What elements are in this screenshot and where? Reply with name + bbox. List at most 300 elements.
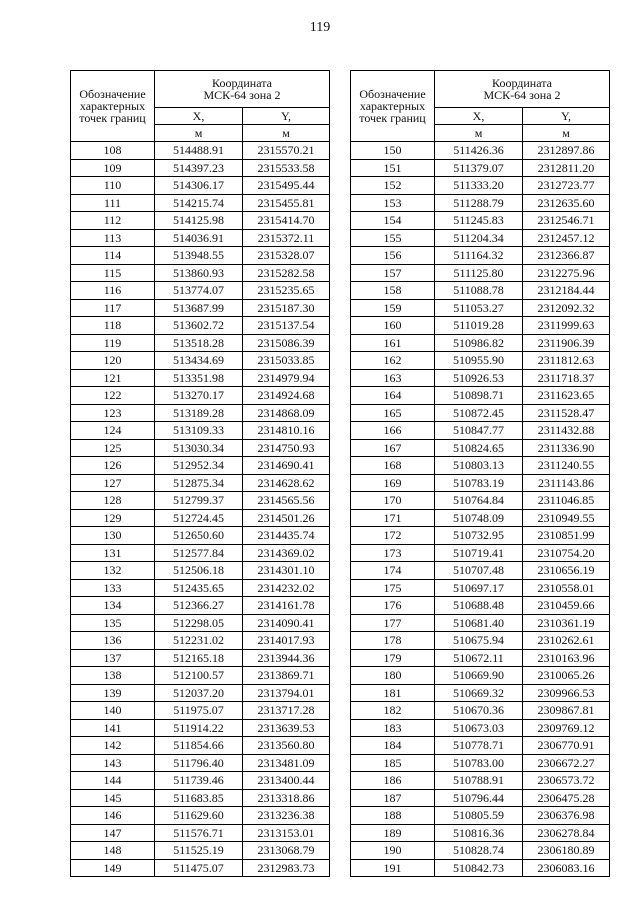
y-coordinate-cell: 2315235.65 bbox=[243, 282, 330, 300]
table-row bbox=[351, 387, 610, 405]
table-row bbox=[351, 282, 610, 300]
y-coordinate-cell: 2315282.58 bbox=[243, 264, 330, 282]
table-row bbox=[351, 649, 610, 667]
x-coordinate-cell: 511739.46 bbox=[155, 772, 243, 790]
x-coordinate-cell: 512100.57 bbox=[155, 667, 243, 685]
x-coordinate-cell: 510872.45 bbox=[435, 404, 523, 422]
y-coordinate-cell: 2306770.91 bbox=[523, 737, 610, 755]
y-coordinate-cell: 2313236.38 bbox=[243, 807, 330, 825]
point-designation-header: Обозначение характерных точек границ bbox=[71, 71, 155, 142]
y-coordinate-cell: 2314301.10 bbox=[243, 562, 330, 580]
table-row bbox=[71, 212, 330, 230]
point-number-cell: 135 bbox=[71, 614, 155, 632]
y-coordinate-cell: 2313639.53 bbox=[243, 719, 330, 737]
y-coordinate-cell: 2312811.20 bbox=[523, 159, 610, 177]
y-coordinate-cell: 2310262.61 bbox=[523, 632, 610, 650]
table-row bbox=[71, 387, 330, 405]
x-coordinate-cell: 512165.18 bbox=[155, 649, 243, 667]
point-number-cell: 142 bbox=[71, 737, 155, 755]
point-number-cell: 151 bbox=[351, 159, 435, 177]
point-number-cell: 169 bbox=[351, 474, 435, 492]
x-coordinate-cell: 512952.34 bbox=[155, 457, 243, 475]
table-row bbox=[351, 317, 610, 335]
table-row bbox=[71, 457, 330, 475]
y-coordinate-cell: 2310558.01 bbox=[523, 579, 610, 597]
y-coordinate-cell: 2312983.73 bbox=[243, 859, 330, 877]
x-coordinate-cell: 510796.44 bbox=[435, 789, 523, 807]
y-coordinate-cell: 2312546.71 bbox=[523, 212, 610, 230]
point-number-cell: 170 bbox=[351, 492, 435, 510]
point-number-cell: 121 bbox=[71, 369, 155, 387]
y-coordinate-cell: 2306573.72 bbox=[523, 772, 610, 790]
point-number-cell: 117 bbox=[71, 299, 155, 317]
point-number-cell: 153 bbox=[351, 194, 435, 212]
table-row bbox=[351, 544, 610, 562]
y-coordinate-cell: 2309769.12 bbox=[523, 719, 610, 737]
y-coordinate-cell: 2310361.19 bbox=[523, 614, 610, 632]
x-coordinate-cell: 510805.59 bbox=[435, 807, 523, 825]
table-row bbox=[351, 492, 610, 510]
point-number-cell: 146 bbox=[71, 807, 155, 825]
point-number-cell: 154 bbox=[351, 212, 435, 230]
table-row bbox=[351, 579, 610, 597]
point-number-cell: 143 bbox=[71, 754, 155, 772]
table-row bbox=[71, 702, 330, 720]
y-coordinate-cell: 2314017.93 bbox=[243, 632, 330, 650]
x-coordinate-cell: 510669.90 bbox=[435, 667, 523, 685]
x-coordinate-cell: 511914.22 bbox=[155, 719, 243, 737]
x-header: X, bbox=[435, 108, 523, 125]
y-coordinate-cell: 2310163.96 bbox=[523, 649, 610, 667]
point-number-cell: 187 bbox=[351, 789, 435, 807]
point-number-cell: 133 bbox=[71, 579, 155, 597]
x-coordinate-cell: 510828.74 bbox=[435, 842, 523, 860]
table-row bbox=[71, 632, 330, 650]
point-number-cell: 144 bbox=[71, 772, 155, 790]
y-coordinate-cell: 2314090.41 bbox=[243, 614, 330, 632]
y-coordinate-cell: 2311240.55 bbox=[523, 457, 610, 475]
coordinate-label: Координата bbox=[212, 76, 272, 90]
table-row bbox=[351, 352, 610, 370]
x-coordinate-cell: 514306.17 bbox=[155, 177, 243, 195]
point-number-cell: 127 bbox=[71, 474, 155, 492]
y-coordinate-cell: 2313944.36 bbox=[243, 649, 330, 667]
point-number-cell: 172 bbox=[351, 527, 435, 545]
point-number-cell: 123 bbox=[71, 404, 155, 422]
x-coordinate-cell: 510955.90 bbox=[435, 352, 523, 370]
x-coordinate-cell: 513030.34 bbox=[155, 439, 243, 457]
x-coordinate-cell: 511683.85 bbox=[155, 789, 243, 807]
table-row bbox=[71, 317, 330, 335]
table-row bbox=[71, 614, 330, 632]
x-coordinate-cell: 510824.65 bbox=[435, 439, 523, 457]
table-row bbox=[71, 754, 330, 772]
table-row bbox=[71, 597, 330, 615]
y-coordinate-cell: 2315455.81 bbox=[243, 194, 330, 212]
point-number-cell: 147 bbox=[71, 824, 155, 842]
x-coordinate-cell: 510788.91 bbox=[435, 772, 523, 790]
table-row bbox=[351, 859, 610, 877]
x-coordinate-cell: 514488.91 bbox=[155, 142, 243, 160]
table-row bbox=[351, 527, 610, 545]
table-row bbox=[71, 527, 330, 545]
table-row bbox=[71, 684, 330, 702]
x-coordinate-cell: 511426.36 bbox=[435, 142, 523, 160]
point-number-cell: 163 bbox=[351, 369, 435, 387]
table-row bbox=[71, 142, 330, 160]
point-number-cell: 140 bbox=[71, 702, 155, 720]
y-coordinate-cell: 2313560.80 bbox=[243, 737, 330, 755]
x-coordinate-cell: 511333.20 bbox=[435, 177, 523, 195]
x-coordinate-cell: 511525.19 bbox=[155, 842, 243, 860]
y-coordinate-cell: 2315086.39 bbox=[243, 334, 330, 352]
table-row bbox=[351, 702, 610, 720]
coordinate-system-label: МСК-64 зона 2 bbox=[483, 88, 561, 102]
x-coordinate-cell: 510719.41 bbox=[435, 544, 523, 562]
y-coordinate-cell: 2311718.37 bbox=[523, 369, 610, 387]
point-number-cell: 126 bbox=[71, 457, 155, 475]
y-coordinate-cell: 2311812.63 bbox=[523, 352, 610, 370]
y-coordinate-cell: 2311528.47 bbox=[523, 404, 610, 422]
point-number-cell: 161 bbox=[351, 334, 435, 352]
point-number-cell: 131 bbox=[71, 544, 155, 562]
y-coordinate-cell: 2312635.60 bbox=[523, 194, 610, 212]
coordinates-table-right bbox=[350, 70, 610, 877]
x-coordinate-cell: 510707.48 bbox=[435, 562, 523, 580]
table-row bbox=[71, 334, 330, 352]
point-number-cell: 159 bbox=[351, 299, 435, 317]
y-coordinate-cell: 2315328.07 bbox=[243, 247, 330, 265]
y-coordinate-cell: 2315570.21 bbox=[243, 142, 330, 160]
point-number-cell: 180 bbox=[351, 667, 435, 685]
point-number-cell: 112 bbox=[71, 212, 155, 230]
y-header: Y, bbox=[243, 108, 330, 125]
x-coordinate-cell: 512435.65 bbox=[155, 579, 243, 597]
x-coordinate-cell: 510842.73 bbox=[435, 859, 523, 877]
x-coordinate-cell: 511854.66 bbox=[155, 737, 243, 755]
y-coordinate-cell: 2309867.81 bbox=[523, 702, 610, 720]
x-coordinate-cell: 511245.83 bbox=[435, 212, 523, 230]
y-unit-header: м bbox=[523, 125, 610, 142]
y-coordinate-cell: 2315033.85 bbox=[243, 352, 330, 370]
table-row bbox=[71, 544, 330, 562]
y-coordinate-cell: 2314369.02 bbox=[243, 544, 330, 562]
table-row bbox=[351, 177, 610, 195]
coordinate-header bbox=[155, 71, 330, 108]
point-number-cell: 168 bbox=[351, 457, 435, 475]
point-number-cell: 139 bbox=[71, 684, 155, 702]
point-number-cell: 148 bbox=[71, 842, 155, 860]
point-number-cell: 186 bbox=[351, 772, 435, 790]
point-number-cell: 166 bbox=[351, 422, 435, 440]
y-coordinate-cell: 2309966.53 bbox=[523, 684, 610, 702]
table-row bbox=[351, 439, 610, 457]
x-coordinate-cell: 511088.78 bbox=[435, 282, 523, 300]
point-number-cell: 141 bbox=[71, 719, 155, 737]
table-row bbox=[351, 404, 610, 422]
y-coordinate-cell: 2313068.79 bbox=[243, 842, 330, 860]
point-number-cell: 132 bbox=[71, 562, 155, 580]
point-number-cell: 160 bbox=[351, 317, 435, 335]
y-coordinate-cell: 2310459.66 bbox=[523, 597, 610, 615]
point-designation-header: Обозначение характерных точек границ bbox=[351, 71, 435, 142]
x-coordinate-cell: 513774.07 bbox=[155, 282, 243, 300]
x-coordinate-cell: 510675.94 bbox=[435, 632, 523, 650]
table-row bbox=[351, 299, 610, 317]
y-coordinate-cell: 2314628.62 bbox=[243, 474, 330, 492]
x-coordinate-cell: 510986.82 bbox=[435, 334, 523, 352]
y-coordinate-cell: 2314924.68 bbox=[243, 387, 330, 405]
table-row bbox=[71, 264, 330, 282]
point-number-cell: 118 bbox=[71, 317, 155, 335]
point-number-cell: 178 bbox=[351, 632, 435, 650]
table-row bbox=[351, 684, 610, 702]
x-coordinate-cell: 512037.20 bbox=[155, 684, 243, 702]
y-coordinate-cell: 2315495.44 bbox=[243, 177, 330, 195]
point-number-cell: 138 bbox=[71, 667, 155, 685]
x-coordinate-cell: 511379.07 bbox=[435, 159, 523, 177]
x-unit-header: м bbox=[435, 125, 523, 142]
table-row bbox=[71, 719, 330, 737]
table-row bbox=[351, 824, 610, 842]
point-number-cell: 181 bbox=[351, 684, 435, 702]
y-coordinate-cell: 2310065.26 bbox=[523, 667, 610, 685]
y-coordinate-cell: 2312457.12 bbox=[523, 229, 610, 247]
point-number-cell: 114 bbox=[71, 247, 155, 265]
y-coordinate-cell: 2312366.87 bbox=[523, 247, 610, 265]
table-row bbox=[351, 159, 610, 177]
point-number-cell: 129 bbox=[71, 509, 155, 527]
point-number-cell: 177 bbox=[351, 614, 435, 632]
y-coordinate-cell: 2313869.71 bbox=[243, 667, 330, 685]
x-coordinate-cell: 513687.99 bbox=[155, 299, 243, 317]
x-coordinate-cell: 514125.98 bbox=[155, 212, 243, 230]
x-coordinate-cell: 514036.91 bbox=[155, 229, 243, 247]
point-number-cell: 171 bbox=[351, 509, 435, 527]
y-coordinate-cell: 2310754.20 bbox=[523, 544, 610, 562]
point-number-cell: 190 bbox=[351, 842, 435, 860]
table-row bbox=[71, 194, 330, 212]
point-number-cell: 124 bbox=[71, 422, 155, 440]
table-row bbox=[351, 474, 610, 492]
point-number-cell: 191 bbox=[351, 859, 435, 877]
x-coordinate-cell: 511288.79 bbox=[435, 194, 523, 212]
x-coordinate-cell: 514215.74 bbox=[155, 194, 243, 212]
x-coordinate-cell: 510783.00 bbox=[435, 754, 523, 772]
y-coordinate-cell: 2315414.70 bbox=[243, 212, 330, 230]
point-number-cell: 188 bbox=[351, 807, 435, 825]
table-row bbox=[71, 352, 330, 370]
y-coordinate-cell: 2314690.41 bbox=[243, 457, 330, 475]
x-coordinate-cell: 511576.71 bbox=[155, 824, 243, 842]
point-number-cell: 157 bbox=[351, 264, 435, 282]
x-coordinate-cell: 510816.36 bbox=[435, 824, 523, 842]
y-coordinate-cell: 2306180.89 bbox=[523, 842, 610, 860]
table-row bbox=[71, 789, 330, 807]
point-number-cell: 108 bbox=[71, 142, 155, 160]
y-coordinate-cell: 2315137.54 bbox=[243, 317, 330, 335]
table-row bbox=[71, 404, 330, 422]
x-coordinate-cell: 511475.07 bbox=[155, 859, 243, 877]
x-coordinate-cell: 510732.95 bbox=[435, 527, 523, 545]
x-coordinate-cell: 512366.27 bbox=[155, 597, 243, 615]
table-body-right bbox=[351, 142, 610, 877]
point-number-cell: 183 bbox=[351, 719, 435, 737]
x-unit-header: м bbox=[155, 125, 243, 142]
x-coordinate-cell: 510847.77 bbox=[435, 422, 523, 440]
y-coordinate-cell: 2314501.26 bbox=[243, 509, 330, 527]
table-row bbox=[71, 649, 330, 667]
y-coordinate-cell: 2312092.32 bbox=[523, 299, 610, 317]
y-coordinate-cell: 2311143.86 bbox=[523, 474, 610, 492]
x-coordinate-cell: 510697.17 bbox=[435, 579, 523, 597]
x-coordinate-cell: 512875.34 bbox=[155, 474, 243, 492]
y-coordinate-cell: 2312275.96 bbox=[523, 264, 610, 282]
y-coordinate-cell: 2314868.09 bbox=[243, 404, 330, 422]
point-number-cell: 111 bbox=[71, 194, 155, 212]
x-header: X, bbox=[155, 108, 243, 125]
y-coordinate-cell: 2314810.16 bbox=[243, 422, 330, 440]
point-number-cell: 136 bbox=[71, 632, 155, 650]
table-row bbox=[351, 422, 610, 440]
point-number-cell: 162 bbox=[351, 352, 435, 370]
y-coordinate-cell: 2311623.65 bbox=[523, 387, 610, 405]
y-coordinate-cell: 2311336.90 bbox=[523, 439, 610, 457]
table-row bbox=[71, 492, 330, 510]
table-row bbox=[351, 667, 610, 685]
table-row bbox=[351, 264, 610, 282]
point-number-cell: 109 bbox=[71, 159, 155, 177]
y-coordinate-cell: 2313794.01 bbox=[243, 684, 330, 702]
point-number-cell: 189 bbox=[351, 824, 435, 842]
x-coordinate-cell: 513189.28 bbox=[155, 404, 243, 422]
x-coordinate-cell: 513270.17 bbox=[155, 387, 243, 405]
table-row bbox=[351, 754, 610, 772]
point-number-cell: 115 bbox=[71, 264, 155, 282]
point-number-cell: 165 bbox=[351, 404, 435, 422]
y-coordinate-cell: 2306083.16 bbox=[523, 859, 610, 877]
point-number-cell: 173 bbox=[351, 544, 435, 562]
y-coordinate-cell: 2314750.93 bbox=[243, 439, 330, 457]
y-coordinate-cell: 2310656.19 bbox=[523, 562, 610, 580]
table-row bbox=[351, 772, 610, 790]
table-row bbox=[351, 632, 610, 650]
table-row bbox=[71, 439, 330, 457]
x-coordinate-cell: 512650.60 bbox=[155, 527, 243, 545]
table-row bbox=[351, 142, 610, 160]
y-coordinate-cell: 2310851.99 bbox=[523, 527, 610, 545]
table-row bbox=[351, 194, 610, 212]
y-coordinate-cell: 2314232.02 bbox=[243, 579, 330, 597]
x-coordinate-cell: 513860.93 bbox=[155, 264, 243, 282]
x-coordinate-cell: 510688.48 bbox=[435, 597, 523, 615]
point-number-cell: 155 bbox=[351, 229, 435, 247]
table-row bbox=[71, 474, 330, 492]
y-coordinate-cell: 2306475.28 bbox=[523, 789, 610, 807]
x-coordinate-cell: 513602.72 bbox=[155, 317, 243, 335]
point-number-cell: 137 bbox=[71, 649, 155, 667]
coordinate-label: Координата bbox=[492, 76, 552, 90]
x-coordinate-cell: 512577.84 bbox=[155, 544, 243, 562]
x-coordinate-cell: 512724.45 bbox=[155, 509, 243, 527]
point-number-cell: 164 bbox=[351, 387, 435, 405]
table-row bbox=[71, 842, 330, 860]
table-row bbox=[351, 807, 610, 825]
table-row bbox=[71, 369, 330, 387]
table-row bbox=[71, 299, 330, 317]
y-coordinate-cell: 2315372.11 bbox=[243, 229, 330, 247]
table-row bbox=[71, 229, 330, 247]
y-coordinate-cell: 2314979.94 bbox=[243, 369, 330, 387]
y-coordinate-cell: 2313318.86 bbox=[243, 789, 330, 807]
point-number-cell: 134 bbox=[71, 597, 155, 615]
table-row bbox=[71, 422, 330, 440]
x-coordinate-cell: 514397.23 bbox=[155, 159, 243, 177]
point-number-cell: 184 bbox=[351, 737, 435, 755]
y-coordinate-cell: 2313153.01 bbox=[243, 824, 330, 842]
y-coordinate-cell: 2306376.98 bbox=[523, 807, 610, 825]
y-coordinate-cell: 2312897.86 bbox=[523, 142, 610, 160]
y-unit-header: м bbox=[243, 125, 330, 142]
point-number-cell: 116 bbox=[71, 282, 155, 300]
y-coordinate-cell: 2315187.30 bbox=[243, 299, 330, 317]
table-row bbox=[71, 667, 330, 685]
x-coordinate-cell: 511204.34 bbox=[435, 229, 523, 247]
table-row bbox=[351, 247, 610, 265]
y-coordinate-cell: 2306672.27 bbox=[523, 754, 610, 772]
x-coordinate-cell: 512506.18 bbox=[155, 562, 243, 580]
y-coordinate-cell: 2312184.44 bbox=[523, 282, 610, 300]
point-number-cell: 122 bbox=[71, 387, 155, 405]
y-coordinate-cell: 2314161.78 bbox=[243, 597, 330, 615]
point-number-cell: 152 bbox=[351, 177, 435, 195]
y-coordinate-cell: 2310949.55 bbox=[523, 509, 610, 527]
x-coordinate-cell: 510783.19 bbox=[435, 474, 523, 492]
point-number-cell: 130 bbox=[71, 527, 155, 545]
table-row bbox=[351, 334, 610, 352]
point-number-cell: 175 bbox=[351, 579, 435, 597]
point-number-cell: 158 bbox=[351, 282, 435, 300]
x-coordinate-cell: 510748.09 bbox=[435, 509, 523, 527]
table-row bbox=[351, 789, 610, 807]
y-coordinate-cell: 2311999.63 bbox=[523, 317, 610, 335]
point-number-cell: 128 bbox=[71, 492, 155, 510]
y-coordinate-cell: 2312723.77 bbox=[523, 177, 610, 195]
y-header: Y, bbox=[523, 108, 610, 125]
x-coordinate-cell: 510672.11 bbox=[435, 649, 523, 667]
x-coordinate-cell: 510926.53 bbox=[435, 369, 523, 387]
table-row bbox=[351, 457, 610, 475]
point-number-cell: 179 bbox=[351, 649, 435, 667]
table-row bbox=[351, 597, 610, 615]
table-row bbox=[351, 369, 610, 387]
table-row bbox=[351, 509, 610, 527]
x-coordinate-cell: 510803.13 bbox=[435, 457, 523, 475]
y-coordinate-cell: 2311046.85 bbox=[523, 492, 610, 510]
y-coordinate-cell: 2313481.09 bbox=[243, 754, 330, 772]
y-coordinate-cell: 2311906.39 bbox=[523, 334, 610, 352]
table-row bbox=[71, 859, 330, 877]
x-coordinate-cell: 511019.28 bbox=[435, 317, 523, 335]
point-number-cell: 182 bbox=[351, 702, 435, 720]
table-row bbox=[351, 562, 610, 580]
point-number-cell: 120 bbox=[71, 352, 155, 370]
point-number-cell: 125 bbox=[71, 439, 155, 457]
x-coordinate-cell: 511796.40 bbox=[155, 754, 243, 772]
x-coordinate-cell: 510898.71 bbox=[435, 387, 523, 405]
y-coordinate-cell: 2311432.88 bbox=[523, 422, 610, 440]
x-coordinate-cell: 513948.55 bbox=[155, 247, 243, 265]
